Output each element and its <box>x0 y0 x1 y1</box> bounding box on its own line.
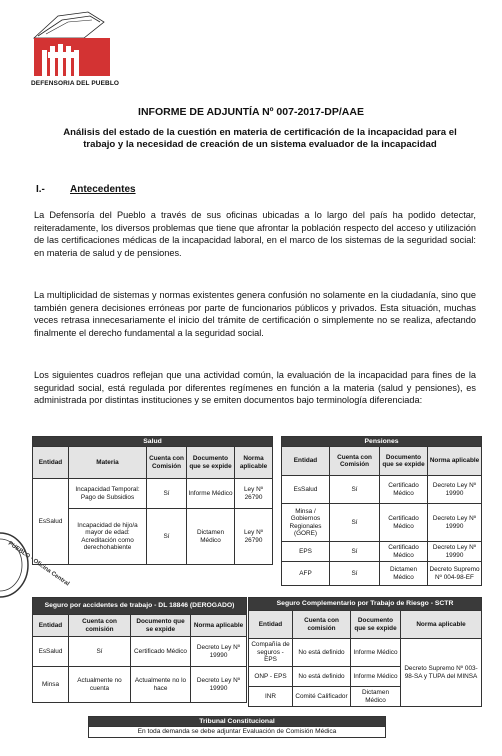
table-cell: Informe Médico <box>187 479 235 509</box>
logo-text: DEFENSORIA DEL PUEBLO <box>31 80 120 87</box>
table-cell: Certificado Médico <box>131 637 191 667</box>
table-cell: EsSalud <box>33 637 69 667</box>
table-cell: Incapacidad de hijo/a mayor de edad: Acreditación como derechohabiente <box>69 509 147 565</box>
table-row <box>282 562 482 586</box>
column-header: Documento que se expide <box>351 611 401 639</box>
paragraph: Los siguientes cuadros reflejan que una actividad común, la evaluación de la incapacidad para fines de la seguridad social, está regulada por diferentes regímenes en función a la materia (salud y pensiones), es administrada por distintas instituciones y se emiten documentos bajo terminología diferenciada: <box>34 370 476 406</box>
table-cell: Decreto Supremo Nº 003-98-SA y TUPA del MINSA <box>401 639 482 707</box>
table-cell: Informe Médico <box>351 667 401 687</box>
table-cell: Comité Calificador <box>293 687 351 707</box>
table-cell: Actualmente no cuenta <box>69 667 131 703</box>
table-cell: EsSalud <box>33 479 69 565</box>
table-cell: No está definido <box>293 667 351 687</box>
table-row <box>282 504 482 542</box>
table-pensiones <box>281 436 482 586</box>
table-cell: Sí <box>147 479 187 509</box>
table-cell: Sí <box>69 637 131 667</box>
table-salud <box>32 436 273 565</box>
column-header: Entidad <box>33 447 69 479</box>
official-stamp <box>0 530 71 600</box>
table-row <box>33 479 273 509</box>
table-cell: Sí <box>330 562 380 586</box>
table-cell: Informe Médico <box>351 639 401 667</box>
table-title: Seguro Complementario por Trabajo de Riesgo - SCTR <box>249 598 482 611</box>
table-cell: Sí <box>330 542 380 562</box>
table-cell: Incapacidad Temporal: Pago de Subsidios <box>69 479 147 509</box>
table-title: Tribunal Constitucional <box>89 717 386 727</box>
column-header: Norma aplicable <box>401 611 482 639</box>
table-cell: Certificado Médico <box>380 504 428 542</box>
table-cell: Sí <box>330 504 380 542</box>
column-header: Norma aplicable <box>191 615 247 637</box>
table-row <box>33 667 247 703</box>
table-cell: Dictamen Médico <box>187 509 235 565</box>
table-cell: Dictamen Médico <box>380 562 428 586</box>
table-cell: Actualmente no lo hace <box>131 667 191 703</box>
table-accidentes-trabajo <box>32 597 247 703</box>
table-cell: Certificado Médico <box>380 542 428 562</box>
table-cell: Certificado Médico <box>380 476 428 504</box>
column-header: Documento que se expide <box>380 447 428 476</box>
report-subtitle: Análisis del estado de la cuestión en materia de certificación de la incapacidad para el trabajo y la necesidad de creación de un sistema evaluador de la incapacidad <box>63 127 457 150</box>
table-title: Pensiones <box>282 437 482 447</box>
table-title: Salud <box>33 437 273 447</box>
table-cell: Sí <box>147 509 187 565</box>
table-cell: ONP - EPS <box>249 667 293 687</box>
table-cell: Minsa / Gobiernos Regionales (GORE) <box>282 504 330 542</box>
table-cell: EsSalud <box>282 476 330 504</box>
paragraph: La Defensoría del Pueblo a través de sus oficinas ubicadas a lo largo del país ha podido detectar, reiteradamente, los diversos problemas que tiene que afrontar la población respecto del acceso y utilización de las certificaciones médicas de la incapacidad laboral, en el marco de los sistemas de la seguridad social: en materia de salud y de pensiones. <box>34 210 476 258</box>
column-header: Cuenta con comisión <box>69 615 131 637</box>
stamp-text: PUEBLO · Oficina Central <box>6 540 71 588</box>
column-header: Documento que se expide <box>131 615 191 637</box>
table-cell: Decreto Ley Nº 19990 <box>191 667 247 703</box>
table-cell: En toda demanda se debe adjuntar Evaluación de Comisión Médica <box>89 727 386 738</box>
column-header: Entidad <box>33 615 69 637</box>
table-cell: Decreto Ley Nº 19990 <box>191 637 247 667</box>
column-header: Entidad <box>282 447 330 476</box>
table-cell: Dictamen Médico <box>351 687 401 707</box>
table-cell: Ley Nº 26790 <box>235 509 273 565</box>
table-cell: INR <box>249 687 293 707</box>
column-header: Documento que se expide <box>187 447 235 479</box>
table-row <box>33 509 273 565</box>
table-row <box>249 639 482 667</box>
column-header: Entidad <box>249 611 293 639</box>
column-header: Materia <box>69 447 147 479</box>
table-cell: Ley Nº 26790 <box>235 479 273 509</box>
table-row <box>282 542 482 562</box>
paragraph: La multiplicidad de sistemas y normas existentes genera confusión no solamente en la ciudadanía, sino que también genera decisiones erróneas por parte de funcionarios públicos y privados. Esta situación, muchas veces retrasa innecesariamente el inicio del trámite de certificación o simplemente no se realiza, afectando finalmente el derecho fundamental a la seguridad social. <box>34 290 476 338</box>
report-title: INFORME DE ADJUNTÍA Nº 007-2017-DP/AAE <box>138 106 364 118</box>
table-title: Seguro por accidentes de trabajo - DL 18846 (DEROGADO) <box>33 598 247 615</box>
section-title: Antecedentes <box>70 184 136 195</box>
table-row <box>33 637 247 667</box>
table-cell: Decreto Supremo Nº 004-98-EF <box>428 562 482 586</box>
table-cell: AFP <box>282 562 330 586</box>
table-cell: EPS <box>282 542 330 562</box>
table-sctr <box>248 597 482 707</box>
column-header: Cuenta con Comisión <box>330 447 380 476</box>
table-cell: Minsa <box>33 667 69 703</box>
table-row <box>89 727 386 738</box>
table-cell: Decreto Ley Nº 19990 <box>428 504 482 542</box>
column-header: Norma aplicable <box>428 447 482 476</box>
column-header: Norma aplicable <box>235 447 273 479</box>
column-header: Cuenta con comisión <box>293 611 351 639</box>
table-cell: Sí <box>330 476 380 504</box>
section-number: I.- <box>36 184 45 195</box>
table-cell: No está definido <box>293 639 351 667</box>
table-row <box>282 476 482 504</box>
table-cell: Decreto Ley Nº 19990 <box>428 542 482 562</box>
column-header: Cuenta con Comisión <box>147 447 187 479</box>
table-cell: Decreto Ley Nº 19990 <box>428 476 482 504</box>
table-tribunal-constitucional <box>88 716 386 738</box>
table-cell: Compañía de seguros - EPS <box>249 639 293 667</box>
